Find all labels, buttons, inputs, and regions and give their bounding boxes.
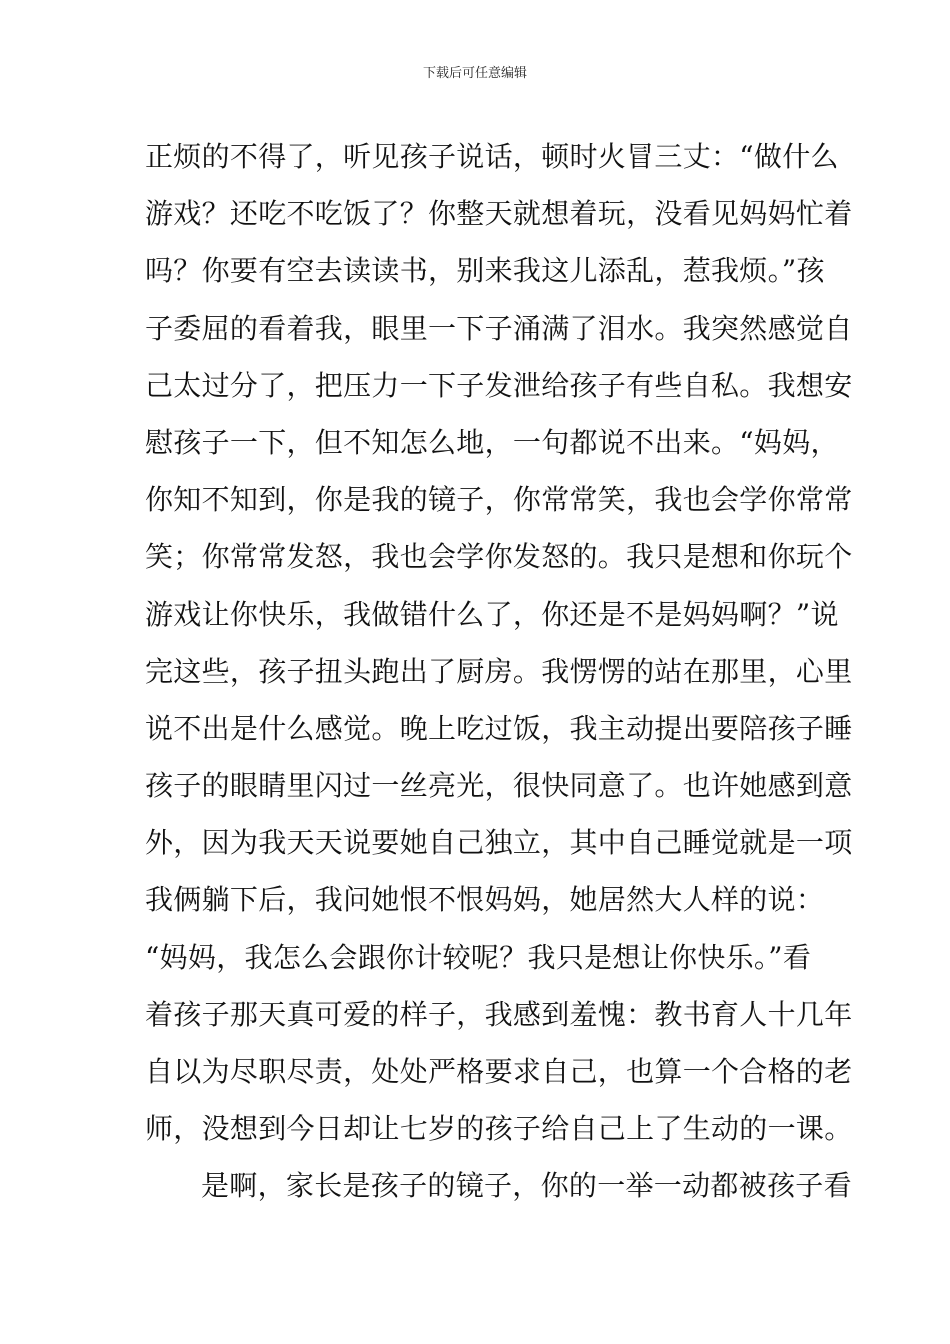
text-line: 你知不知到，你是我的镜子，你常常笑，我也会学你常常	[145, 483, 853, 517]
text-line: 师，没想到今日却让七岁的孩子给自己上了生动的一课。	[145, 1112, 853, 1146]
text-line: 游戏？还吃不吃饭了？你整天就想着玩，没看见妈妈忙着	[145, 197, 853, 231]
text-line: 完这些，孩子扭头跑出了厨房。我愣愣的站在那里，心里	[145, 654, 853, 688]
text-line: 孩子的眼睛里闪过一丝亮光，很快同意了。也许她感到意	[145, 769, 853, 803]
text-line: “妈妈，我怎么会跟你计较呢？我只是想让你快乐。”看	[145, 940, 812, 974]
text-line: 子委屈的看着我，眼里一下子涌满了泪水。我突然感觉自	[145, 311, 853, 345]
text-line: 着孩子那天真可爱的样子，我感到羞愧：教书育人十几年	[145, 997, 853, 1031]
page-header-note: 下载后可任意编辑	[422, 66, 527, 81]
text-line: 己太过分了，把压力一下子发泄给孩子有些自私。我想安	[145, 368, 853, 402]
text-line: 正烦的不得了，听见孩子说话，顿时火冒三丈：“做什么	[145, 140, 839, 173]
text-line: 游戏让你快乐，我做错什么了，你还是不是妈妈啊？”说	[145, 597, 839, 631]
text-line: 说不出是什么感觉。晚上吃过饭，我主动提出要陪孩子睡	[145, 711, 853, 745]
text-line: 外，因为我天天说要她自己独立，其中自己睡觉就是一项	[145, 826, 853, 860]
text-line: 我俩躺下后，我问她恨不恨妈妈，她居然大人样的说：	[145, 883, 825, 917]
text-line: 慰孩子一下，但不知怎么地，一句都说不出来。“妈妈，	[145, 425, 839, 459]
paragraph-start-line: 是啊，家长是孩子的镜子，你的一举一动都被孩子看	[201, 1169, 852, 1203]
body-text	[145, 128, 853, 1215]
text-line: 自以为尽职尽责，处处严格要求自己，也算一个合格的老	[145, 1055, 853, 1088]
text-line: 笑；你常常发怒，我也会学你发怒的。我只是想和你玩个	[145, 540, 853, 574]
text-line: 吗？你要有空去读读书，别来我这儿添乱，惹我烦。”孩	[145, 254, 825, 288]
